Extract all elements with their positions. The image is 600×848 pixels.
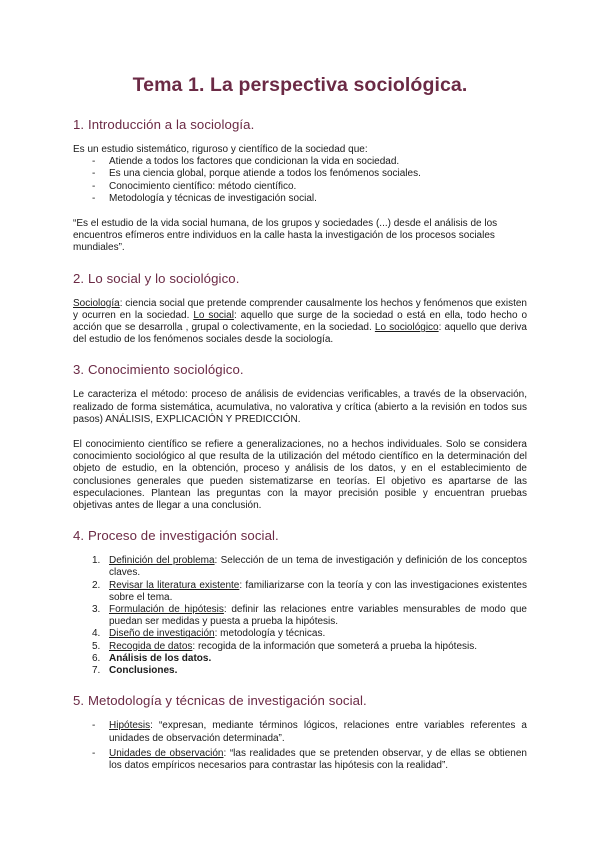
list-item: 2. Revisar la literatura existente: familiarizarse con la teoría y con las investigaciones existentes sobre el tema. xyxy=(92,579,527,603)
section-heading: 3. Conocimiento sociológico. xyxy=(73,362,244,378)
section-heading: 2. Lo social y lo sociológico. xyxy=(73,270,240,286)
bullet-list xyxy=(73,720,527,772)
list-item: 5. Recogida de datos: recogida de la información que someterá a prueba la hipótesis. xyxy=(92,640,478,652)
section-heading: 1. Introducción a la sociología. xyxy=(73,117,255,132)
list-item: - Conocimiento científico: método científico. xyxy=(92,181,527,193)
list-item: 1. Definición del problema: Selección de un tema de investigación y definición de los conceptos claves. xyxy=(92,555,527,579)
term-lo-social: Lo social xyxy=(193,309,234,321)
list-item: - Hipótesis: “expresan, mediante términos lógicos, relaciones entre variables referentes a unidades de observación determinada”. xyxy=(92,720,527,744)
list-item: - Atiende a todos los factores que condicionan la vida en sociedad. xyxy=(92,156,527,168)
list-item: 7. Conclusiones. xyxy=(92,665,178,677)
section-introduccion xyxy=(73,117,527,255)
paragraph: El conocimiento científico se refiere a generalizaciones, no a hechos individuales. Solo se considera conocimiento sociológico al que resulta de la utilización del método científico en la determinación del objeto de estudio, en la obtención, proceso y análisis de los datos, y en el establecimiento de conclusiones generales que pueden sistematizarse en teorías. El objetivo es apartarse de las especulaciones. Plantean las preguntas con la mayor precisión posible y encuentran pruebas objetivas antes de llegar a una conclusión. xyxy=(73,439,527,512)
section-proceso xyxy=(73,528,527,677)
definition-text: : ciencia social que pretende comprender causalmente los hechos y fenómenos que existen y ocurren en la sociedad. xyxy=(73,297,527,321)
list-item: - Unidades de observación: “las realidades que se pretenden observar, y de ellas se obtienen los datos empíricos necesarios para contrastar las hipótesis con la realidad”. xyxy=(92,748,527,772)
paragraph xyxy=(73,298,527,347)
numbered-list xyxy=(73,555,527,677)
list-item: - Es una ciencia global, porque atiende a todos los fenómenos sociales. xyxy=(92,168,527,180)
section-conocimiento xyxy=(73,362,527,512)
definition-text: : aquello que surge de la sociedad o está en ella, todo hecho o acción que se desarrolla , grupal o colectivamente, en la sociedad. xyxy=(73,309,528,334)
list-item: 4. Diseño de investigación: metodología y técnicas. xyxy=(92,628,326,640)
definition-text: : aquello que deriva del estudio de los fenómenos sociales desde la sociología. xyxy=(73,322,527,346)
section-heading: 4. Proceso de investigación social. xyxy=(73,528,279,544)
paragraph: Es un estudio sistemático, riguroso y científico de la sociedad que: xyxy=(73,144,368,155)
term-lo-sociologico: Lo sociológico xyxy=(374,322,439,334)
paragraph: Le caracteriza el método: proceso de análisis de evidencias verificables, a través de la observación, realizado de forma sistemática, acumulativa, no valorativa y crítica (abierto a la revisión en todos sus pasos) ANÁLISIS, EXPLICACIÓN Y PREDICCIÓN. xyxy=(73,389,527,425)
quote-paragraph: “Es el estudio de la vida social humana, de los grupos y sociedades (...) desde el análisis de los encuentros efímeros entre individuos en la calle hasta la investigación de los procesos sociales mundiales”. xyxy=(73,218,498,254)
list-item: 3. Formulación de hipótesis: definir las relaciones entre variables mensurables de modo que puedan ser medidas y puesta a prueba la hipótesis. xyxy=(92,604,527,628)
bullet-list xyxy=(73,156,527,205)
section-heading: 5. Metodología y técnicas de investigación social. xyxy=(73,693,367,709)
list-item: 6. Análisis de los datos. xyxy=(92,652,212,664)
section-metodologia xyxy=(73,693,527,772)
list-item: - Metodología y técnicas de investigación social. xyxy=(92,193,527,205)
page-title: Tema 1. La perspectiva sociológica. xyxy=(132,74,468,96)
term-sociologia: Sociología xyxy=(73,297,120,309)
section-lo-social xyxy=(73,271,527,347)
